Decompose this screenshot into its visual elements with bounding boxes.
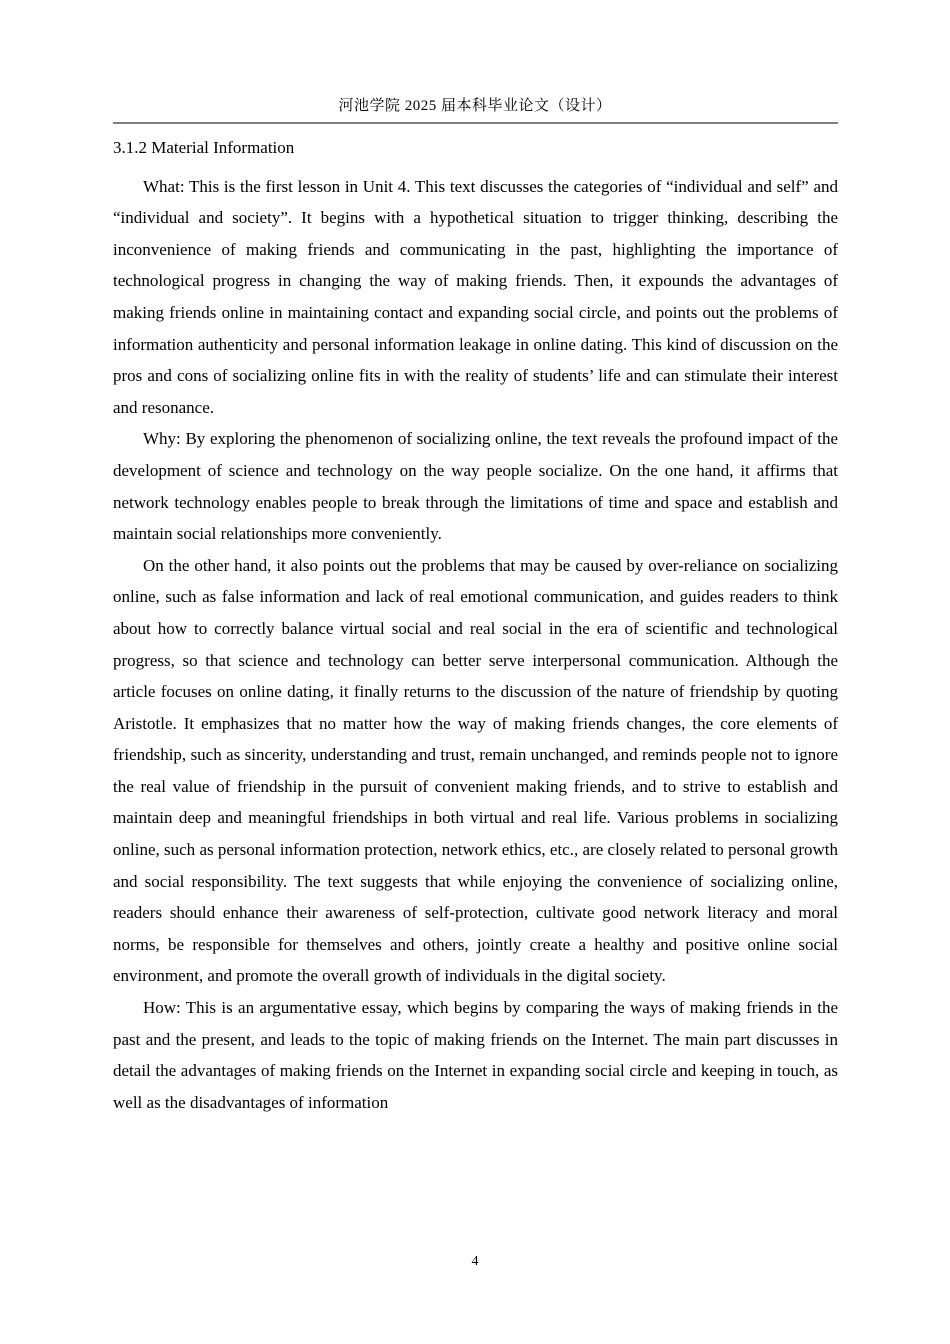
paragraph-how: How: This is an argumentative essay, which begins by comparing the ways of making friends in the past and the present, and leads to the topic of making friends on the Internet. The main part discusses in detail the advantages of making friends on the Internet in expanding social circle and keeping in touch, as well as the disadvantages of information xyxy=(113,998,838,1112)
page-number: 4 xyxy=(471,1254,479,1269)
paragraph-other-hand: On the other hand, it also points out the problems that may be caused by over-reliance on socializing online, such as false information and lack of real emotional communication, and guides readers to think about how to correctly balance virtual social and real social in the era of scientific and technological progress, so that science and technology can better serve interpersonal communication. Although the article focuses on online dating, it finally returns to the discussion of the nature of friendship by quoting Aristotle. It emphasizes that no matter how the way of making friends changes, the core elements of friendship, such as sincerity, understanding and trust, remain unchanged, and reminds people not to ignore the real value of friendship in the pursuit of convenient making friends, and to strive to establish and maintain deep and meaningful friendships in both virtual and real life. Various problems in socializing online, such as personal information protection, network ethics, etc., are closely related to personal growth and social responsibility. The text suggests that while enjoying the convenience of socializing online, readers should enhance their awareness of self-protection, cultivate good network literacy and moral norms, be responsible for themselves and others, jointly create a healthy and positive online social environment, and promote the overall growth of individuals in the digital society. xyxy=(113,555,838,986)
paragraph-what: What: This is the first lesson in Unit 4. This text discusses the categories of “individual and self” and “individual and society”. It begins with a hypothetical situation to trigger thinking, describing the inconvenience of making friends and communicating in the past, highlighting the importance of technological progress in changing the way of making friends. Then, it expounds the advantages of making friends online in maintaining contact and expanding social circle, and points out the problems of information authenticity and personal information leakage in online dating. This kind of discussion on the pros and cons of socializing online fits in with the reality of students’ life and can stimulate their interest and resonance. xyxy=(113,176,838,417)
header-title: 河池学院 2025 届本科毕业论文（设计） xyxy=(338,98,612,114)
header-rule xyxy=(113,122,838,124)
page-header xyxy=(0,0,950,124)
document-body xyxy=(113,132,838,1118)
page-footer xyxy=(0,1255,950,1269)
paragraph-why: Why: By exploring the phenomenon of socializing online, the text reveals the profound impact of the development of science and technology on the way people socialize. On the one hand, it affirms that network technology enables people to break through the limitations of time and space and establish and maintain social relationships more conveniently. xyxy=(113,429,838,544)
section-heading: 3.1.2 Material Information xyxy=(113,138,295,157)
